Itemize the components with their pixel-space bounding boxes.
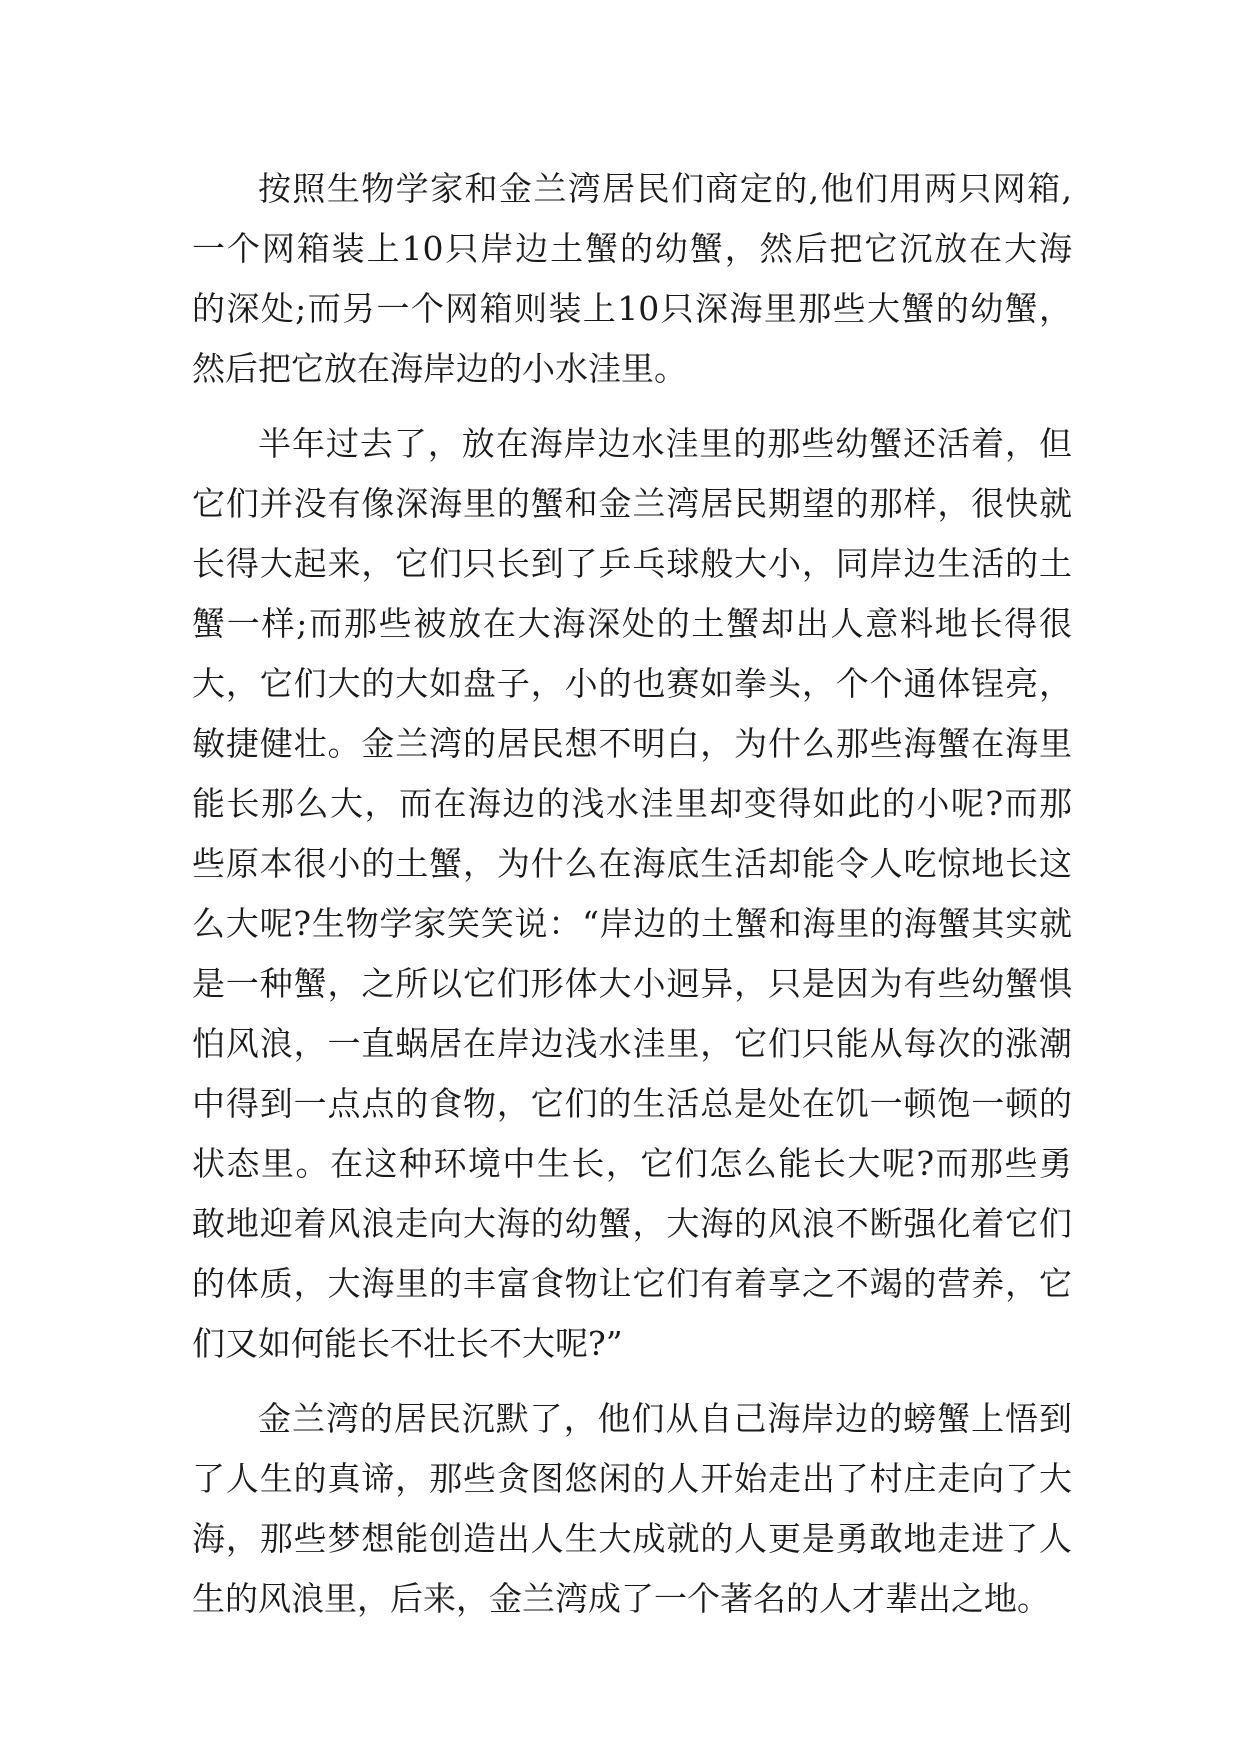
text-line: 蟹一样;而那些被放在大海深处的土蟹却出人意料地长得很 bbox=[192, 604, 1072, 643]
text-line: 敢地迎着风浪走向大海的幼蟹，大海的风浪不断强化着它们 bbox=[192, 1204, 1072, 1243]
text-line: 敏捷健壮。金兰湾的居民想不明白，为什么那些海蟹在海里 bbox=[192, 724, 1072, 763]
text-line: 了人生的真谛，那些贪图悠闲的人开始走出了村庄走向了大 bbox=[192, 1459, 1072, 1498]
text-line: 大，它们大的大如盘子，小的也赛如拳头，个个通体锃亮， bbox=[192, 664, 1072, 703]
text-line: 按照生物学家和金兰湾居民们商定的,他们用两只网箱, bbox=[258, 169, 1072, 208]
text-line: 是一种蟹，之所以它们形体大小迥异，只是因为有些幼蟹惧 bbox=[192, 964, 1072, 1003]
text-line: 生的风浪里，后来，金兰湾成了一个著名的人才辈出之地。 bbox=[192, 1579, 1050, 1618]
text-line: 能长那么大，而在海边的浅水洼里却变得如此的小呢?而那 bbox=[192, 784, 1072, 823]
text-line: 长得大起来，它们只长到了乒乓球般大小，同岸边生活的土 bbox=[192, 544, 1072, 583]
text-line: 么大呢?生物学家笑笑说：“岸边的土蟹和海里的海蟹其实就 bbox=[192, 904, 1072, 943]
text-line: 中得到一点点的食物，它们的生活总是处在饥一顿饱一顿的 bbox=[192, 1084, 1072, 1123]
paragraph-2 bbox=[192, 414, 1072, 1374]
text-line: 怕风浪，一直蜗居在岸边浅水洼里，它们只能从每次的涨潮 bbox=[192, 1024, 1072, 1063]
body-text bbox=[192, 159, 1072, 1629]
paragraph-spacer bbox=[192, 1374, 1072, 1389]
text-line: 一个网箱装上10只岸边土蟹的幼蟹，然后把它沉放在大海 bbox=[192, 229, 1072, 268]
paragraph-3 bbox=[192, 1389, 1072, 1629]
text-line: 它们并没有像深海里的蟹和金兰湾居民期望的那样，很快就 bbox=[192, 484, 1072, 523]
paragraph-1 bbox=[192, 159, 1072, 399]
text-line: 金兰湾的居民沉默了，他们从自己海岸边的螃蟹上悟到 bbox=[258, 1399, 1072, 1438]
text-line: 海，那些梦想能创造出人生大成就的人更是勇敢地走进了人 bbox=[192, 1519, 1072, 1558]
text-line: 的体质，大海里的丰富食物让它们有着享之不竭的营养，它 bbox=[192, 1264, 1072, 1303]
paragraph-spacer bbox=[192, 399, 1072, 414]
text-line: 些原本很小的土蟹，为什么在海底生活却能令人吃惊地长这 bbox=[192, 844, 1072, 883]
text-line: 的深处;而另一个网箱则装上10只深海里那些大蟹的幼蟹， bbox=[192, 289, 1072, 328]
text-line: 状态里。在这种环境中生长，它们怎么能长大呢?而那些勇 bbox=[192, 1144, 1072, 1183]
text-line: 然后把它放在海岸边的小水洼里。 bbox=[192, 349, 687, 388]
text-line: 半年过去了，放在海岸边水洼里的那些幼蟹还活着，但 bbox=[258, 424, 1072, 463]
text-line: 们又如何能长不壮长不大呢?” bbox=[192, 1324, 623, 1363]
